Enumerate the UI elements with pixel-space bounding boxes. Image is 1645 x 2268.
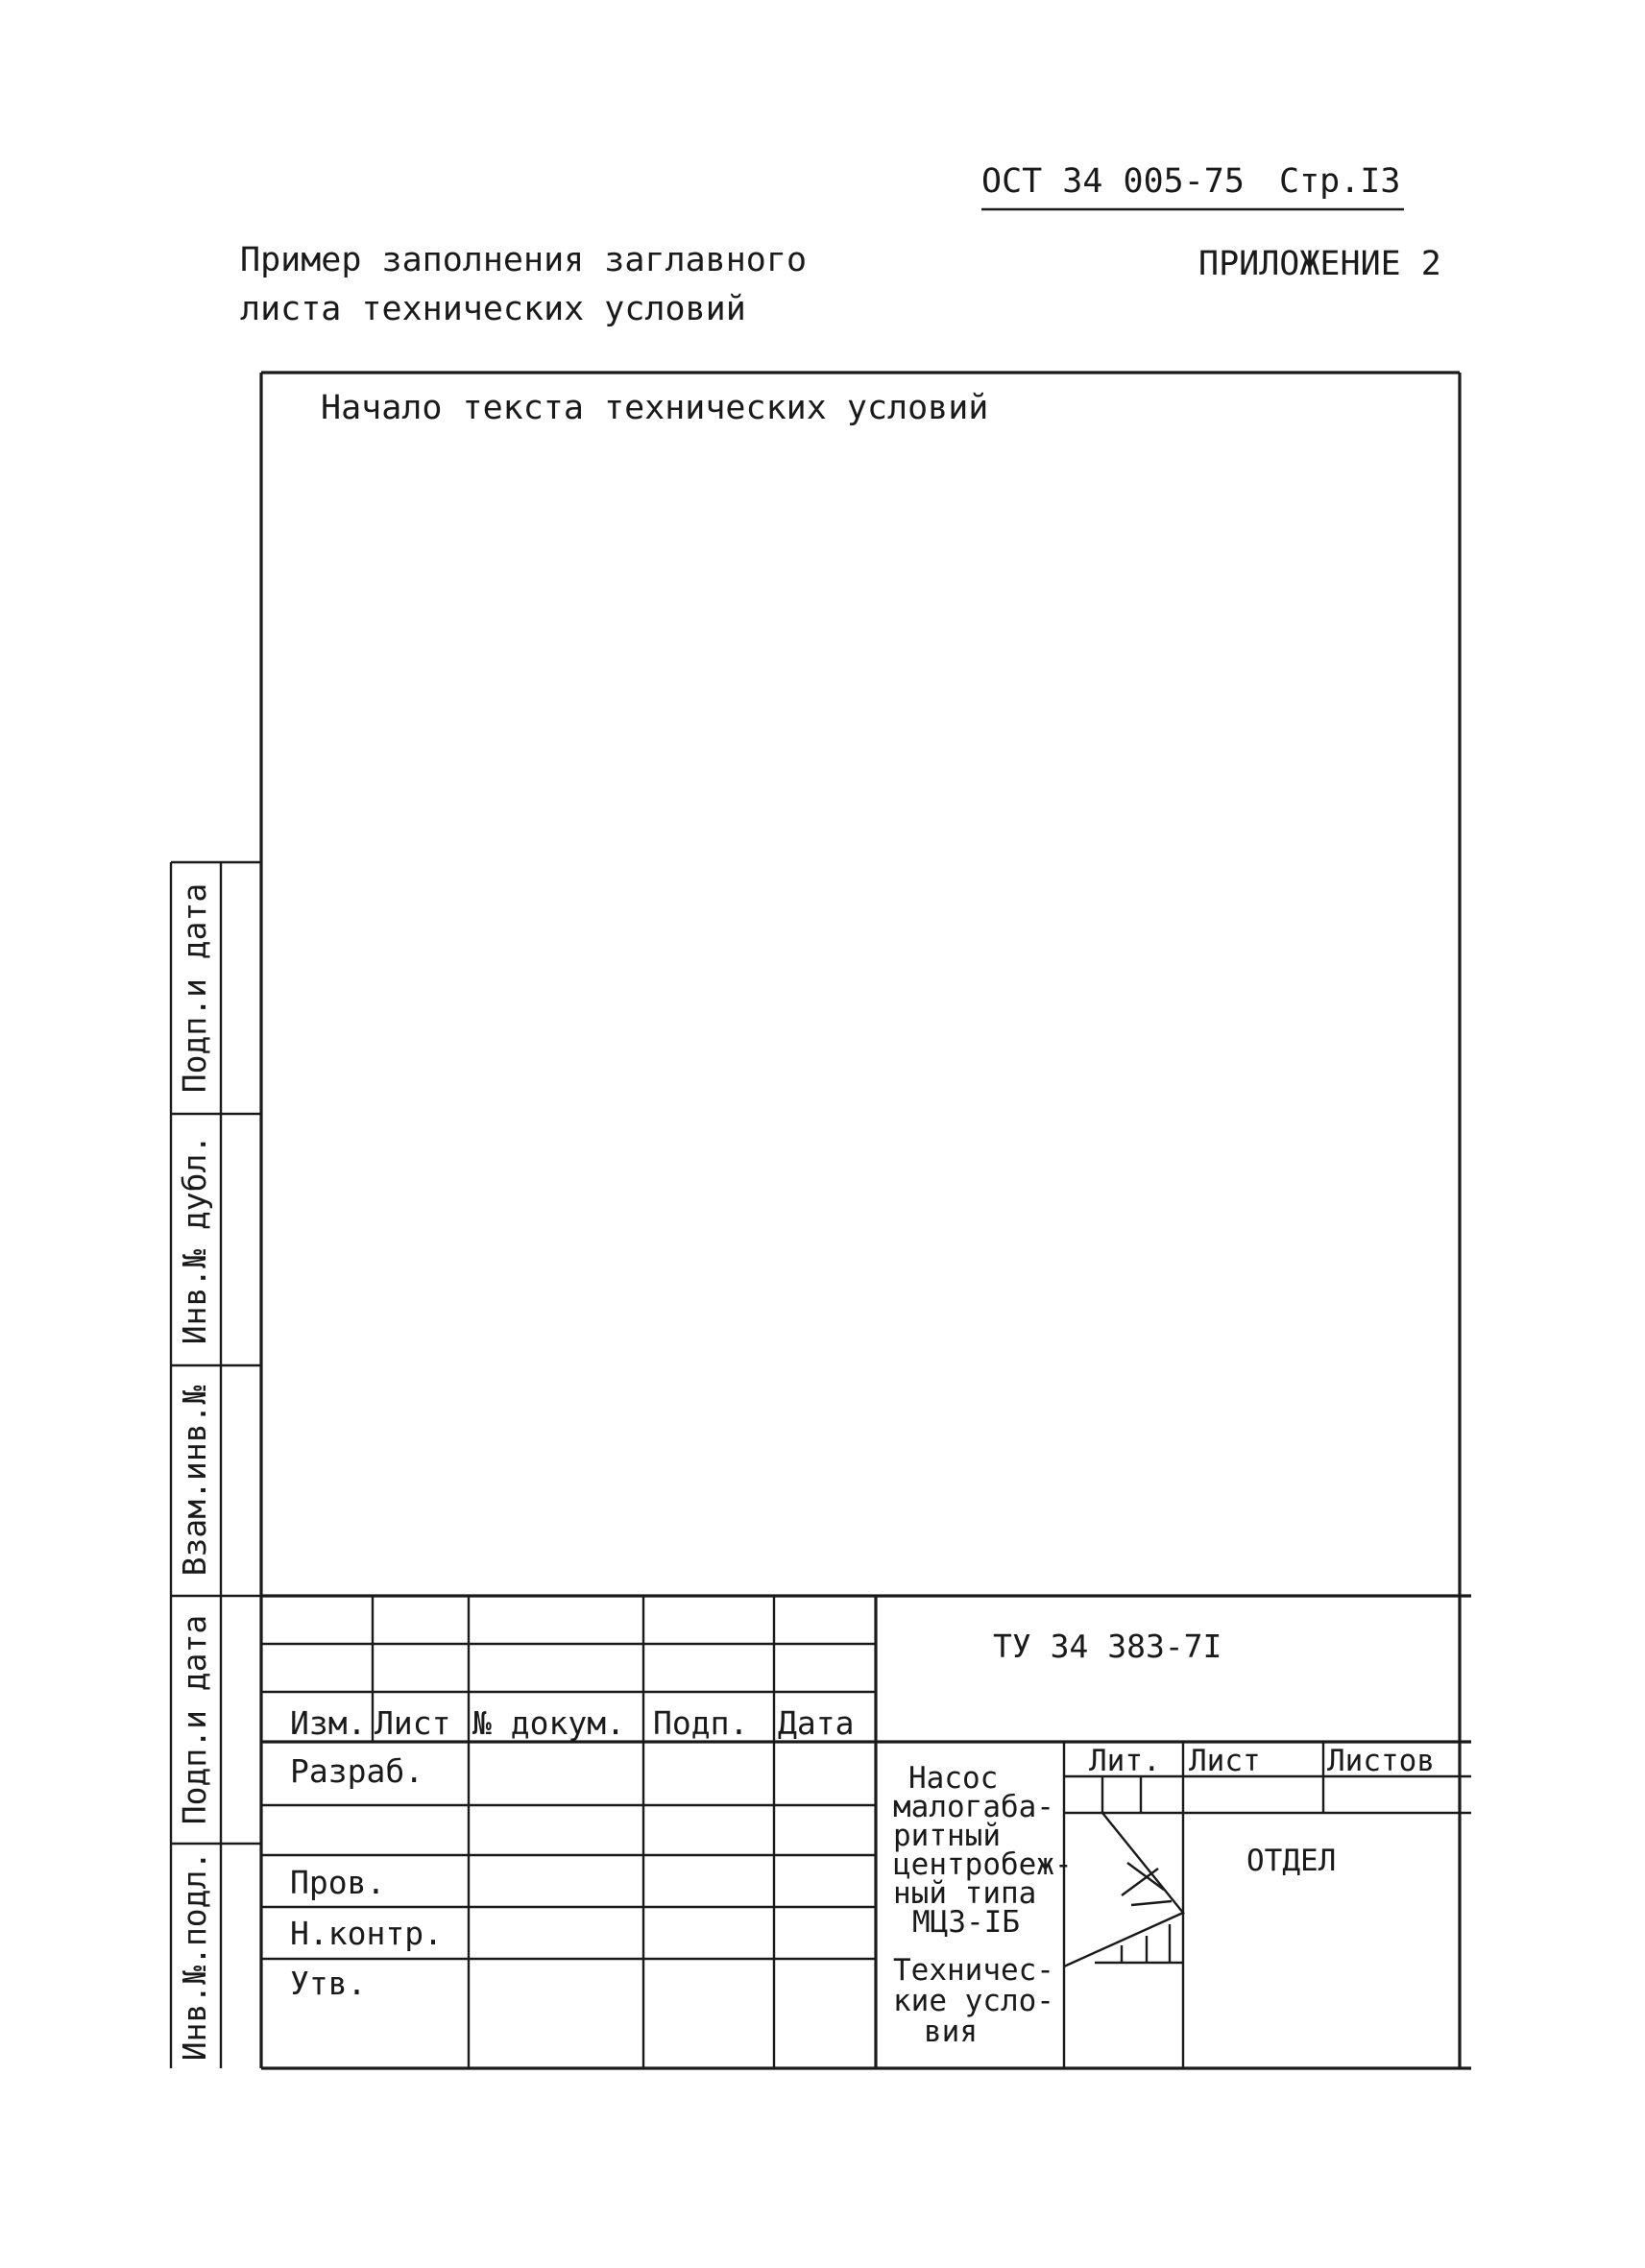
product-title-line: МЦЗ-IБ [912, 1905, 1020, 1940]
side-label-podp-data-bottom: Подп.и дата [176, 1614, 213, 1825]
caption-line-1: Пример заполнения заглавного [240, 241, 808, 279]
body-start-text: Начало текста технических условий [321, 389, 989, 427]
col-header-izm: Изм. [290, 1704, 367, 1742]
role-developer: Разраб. [290, 1752, 424, 1790]
sheets-header: Листов [1327, 1744, 1435, 1778]
product-title-line: Насос [908, 1761, 999, 1796]
role-checked: Пров. [290, 1864, 386, 1901]
role-approved: Утв. [290, 1965, 367, 2002]
side-label-inv-dubl: Инв.№ дубл. [176, 1134, 213, 1345]
organization-logo [1064, 1813, 1183, 1966]
col-header-doc-no: № докум. [472, 1704, 625, 1742]
sheet-header: Лист [1189, 1744, 1261, 1778]
product-title-line: центробеж- [893, 1847, 1073, 1882]
product-title-line: вия [924, 2015, 978, 2049]
role-norm-control: Н.контр. [290, 1915, 443, 1952]
product-title-line: кие усло- [893, 1984, 1054, 2018]
col-header-list: Лист [375, 1704, 451, 1742]
department: ОТДЕЛ [1246, 1844, 1337, 1878]
product-title-line: малогаба- [893, 1790, 1054, 1824]
side-label-inv-podl: Инв.№.подл. [176, 1850, 213, 2062]
product-title-line: Техничес- [893, 1953, 1054, 1988]
product-title-line: ритный [893, 1819, 1001, 1853]
side-label-vzam-inv: Взам.инв.№ [176, 1385, 213, 1577]
appendix-label: ПРИЛОЖЕНИЕ 2 [1198, 245, 1441, 283]
designation: ТУ 34 383-7I [993, 1628, 1222, 1665]
product-title-line: ный типа [893, 1876, 1037, 1911]
title-block [261, 1596, 1471, 2068]
caption-line-2: листа технических условий [240, 290, 746, 328]
col-header-podp: Подп. [653, 1704, 749, 1742]
side-label-podp-data-top: Подп.и дата [176, 882, 213, 1094]
page-number: Стр.I3 [1279, 162, 1401, 201]
doc-code: ОСТ 34 005-75 [981, 162, 1245, 201]
col-header-date: Дата [778, 1704, 855, 1742]
lit-header: Лит. [1089, 1744, 1161, 1778]
